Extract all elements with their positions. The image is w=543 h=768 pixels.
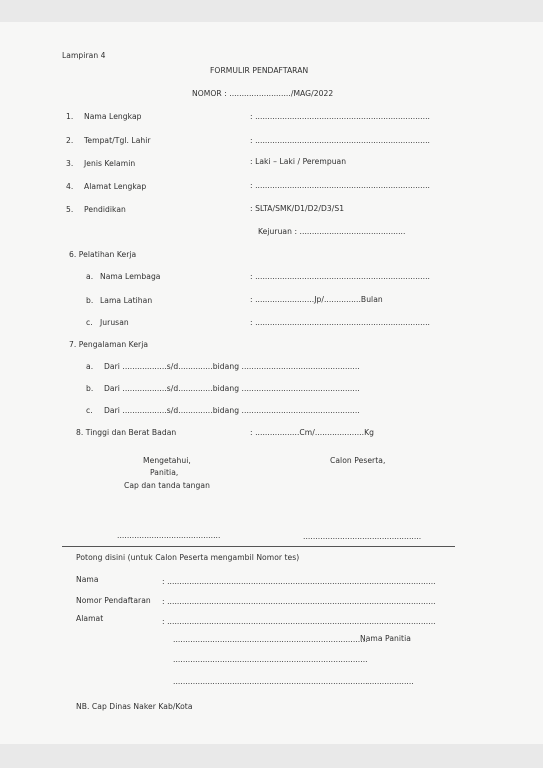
training-item-number: c. xyxy=(86,318,93,327)
field-label-address: Alamat Lengkap xyxy=(84,182,147,191)
form-title: FORMULIR PENDAFTARAN xyxy=(210,66,309,75)
stamp-signature-label: Cap dan tanda tangan xyxy=(124,481,210,490)
training-label-institution: Nama Lembaga xyxy=(100,272,161,281)
applicant-signature-blank: ................................................ xyxy=(303,532,422,541)
training-label-department: Jurusan xyxy=(100,318,129,327)
field-value-education: : SLTA/SMK/D1/D2/D3/S1 xyxy=(250,204,345,213)
field-label-gender: Jenis Kelamin xyxy=(84,159,136,168)
field-value-address: : ....................................................................... xyxy=(250,181,431,190)
field-number: 5. xyxy=(66,205,74,214)
experience-item-number: a. xyxy=(86,362,94,371)
field-label-education: Pendidikan xyxy=(84,205,126,214)
committee-label: Panitia, xyxy=(150,468,179,477)
experience-item-line: Dari ..................s/d..............bidang ................................................ xyxy=(104,384,360,393)
footnote: NB. Cap Dinas Naker Kab/Kota xyxy=(76,702,193,711)
tear-off-value-address: : ............................................................................................................. xyxy=(162,617,436,626)
attachment-label: Lampiran 4 xyxy=(62,51,106,60)
field-number: 3. xyxy=(66,159,74,168)
body-size-value: : ..................Cm/....................Kg xyxy=(250,428,375,437)
experience-item-line: Dari ..................s/d..............bidang ................................................ xyxy=(104,362,360,371)
cut-line-divider xyxy=(62,546,455,547)
body-size-label: 8. Tinggi dan Berat Badan xyxy=(76,428,177,437)
tear-off-extra-line: ............................................................................... xyxy=(173,635,368,644)
cut-instruction: Potong disini (untuk Calon Peserta mengambil Nomor tes) xyxy=(76,553,300,562)
experience-item-number: c. xyxy=(86,406,93,415)
field-value-birth-place-date: : ....................................................................... xyxy=(250,136,431,145)
acknowledged-label: Mengetahui, xyxy=(143,456,191,465)
training-item-number: b. xyxy=(86,296,94,305)
committee-name-blank: ................... xyxy=(367,677,414,686)
tear-off-extra-line: ............................................................................... xyxy=(173,655,368,664)
tear-off-extra-line: ............................................................................... xyxy=(173,677,368,686)
training-label-duration: Lama Latihan xyxy=(100,296,153,305)
committee-signature-blank: .......................................... xyxy=(117,531,221,540)
training-heading: 6. Pelatihan Kerja xyxy=(69,250,137,259)
tear-off-label-name: Nama xyxy=(76,575,99,584)
field-value-gender: : Laki – Laki / Perempuan xyxy=(250,157,347,166)
field-value-full-name: : ....................................................................... xyxy=(250,112,431,121)
field-label-full-name: Nama Lengkap xyxy=(84,112,142,121)
training-item-number: a. xyxy=(86,272,94,281)
tear-off-label-registration-number: Nomor Pendaftaran xyxy=(76,596,151,605)
field-number: 1. xyxy=(66,112,74,121)
training-value-institution: : ....................................................................... xyxy=(250,272,431,281)
field-label-birth-place-date: Tempat/Tgl. Lahir xyxy=(84,136,151,145)
experience-item-number: b. xyxy=(86,384,94,393)
registration-number-line: NOMOR : ........................./MAG/2022 xyxy=(192,89,334,98)
tear-off-value-name: : ............................................................................................................. xyxy=(162,577,436,586)
tear-off-label-address: Alamat xyxy=(76,614,104,623)
field-number: 2. xyxy=(66,136,74,145)
experience-heading: 7. Pengalaman Kerja xyxy=(69,340,149,349)
field-major: Kejuruan : ........................................... xyxy=(258,227,406,236)
field-number: 4. xyxy=(66,182,74,191)
training-value-duration: : ........................Jp/...............Bulan xyxy=(250,295,383,304)
committee-name-label: Nama Panitia xyxy=(360,634,411,643)
tear-off-value-registration-number: : ............................................................................................................. xyxy=(162,597,436,606)
training-value-department: : ....................................................................... xyxy=(250,318,431,327)
experience-item-line: Dari ..................s/d..............bidang ................................................ xyxy=(104,406,360,415)
applicant-signature-label: Calon Peserta, xyxy=(330,456,386,465)
